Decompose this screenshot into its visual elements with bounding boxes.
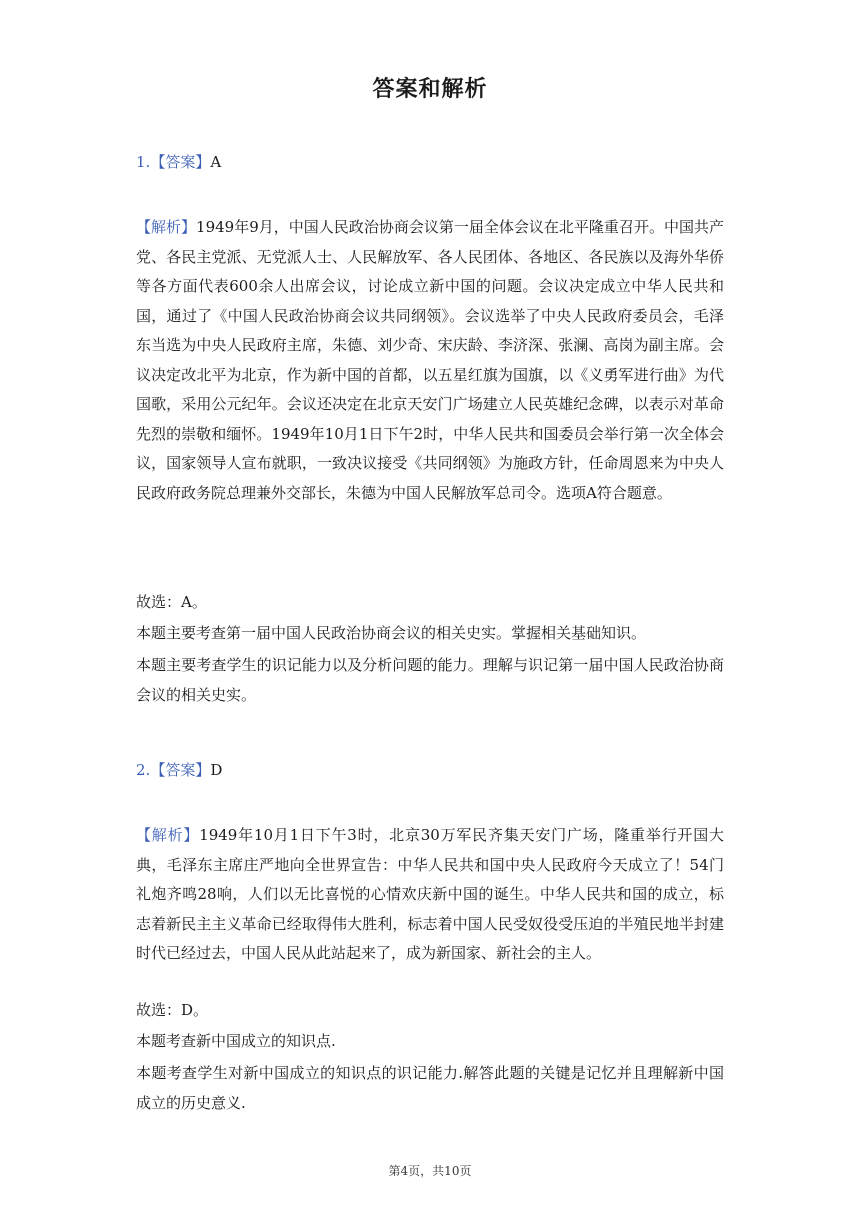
analysis-text: 1949年9月，中国人民政治协商会议第一届全体会议在北平隆重召开。中国共产党、各民主党派、无党派人士、人民解放军、各人民团体、各地区、各民族以及海外华侨等各方面代表600余人出席会议，讨论成立新中国的问题。会议决定成立中华人民共和国，通过了《中国人民政治协商会议共同纲领》。会议选举了中央人民政府委员会，毛泽东当选为中央人民政府主席，朱德、刘少奇、宋庆龄、李济深、张澜、高岗为副主席。会议决定改北平为北京，作为新中国的首都，以五星红旗为国旗，以《义勇军进行曲》为代国歌，采用公元纪年。会议还决定在北京天安门广场建立人民英雄纪念碑，以表示对革命先烈的崇敬和缅怀。1949年10月1日下午2时，中华人民共和国委员会举行第一次全体会议，国家领导人宣布就职，一致决议接受《共同纲领》为施政方针，任命周恩来为中央人民政府政务院总理兼外交部长，朱德为中国人民解放军总司令。选项A符合题意。 (136, 218, 724, 502)
question-1-answer (136, 152, 221, 172)
question-2-choice: 故选：D。 (136, 1001, 209, 1019)
page-title: 答案和解析 (372, 76, 488, 102)
question-2-analysis (136, 821, 724, 969)
question-1-analysis (136, 213, 724, 508)
question-2-ability: 本题考查学生对新中国成立的知识点的识记能力.解答此题的关键是记忆并且理解新中国成立的历史意义. (136, 1064, 724, 1112)
question-2-point: 本题考查新中国成立的知识点. (136, 1032, 336, 1050)
question-1-choice: 故选：A。 (136, 593, 207, 611)
analysis-tag: 【解析】 (136, 218, 197, 236)
answer-tag: 【答案】 (150, 153, 211, 171)
answer-value: A (210, 153, 222, 171)
analysis-text: 1949年10月1日下午3时，北京30万军民齐集天安门广场，隆重举行开国大典，毛泽东主席庄严地向全世界宣告：中华人民共和国中央人民政府今天成立了！54门礼炮齐鸣28响，人们以无比喜悦的心情欢庆新中国的诞生。中华人民共和国的成立，标志着新民主主义革命已经取得伟大胜利，标志着中国人民受奴役受压迫的半殖民地半封建时代已经过去，中国人民从此站起来了，成为新国家、新社会的主人。 (136, 826, 724, 962)
question-number: 2. (136, 761, 151, 779)
answer-value: D (210, 761, 223, 779)
question-2-answer (136, 760, 222, 780)
question-number: 1. (136, 153, 151, 171)
page-footer: 第4页，共10页 (388, 1164, 472, 1178)
question-1-point: 本题主要考查第一届中国人民政治协商会议的相关史实。掌握相关基础知识。 (136, 624, 647, 642)
question-1-ability: 本题主要考查学生的识记能力以及分析问题的能力。理解与识记第一届中国人民政治协商会议的相关史实。 (136, 656, 724, 704)
analysis-tag: 【解析】 (136, 826, 200, 844)
answer-tag: 【答案】 (150, 761, 211, 779)
